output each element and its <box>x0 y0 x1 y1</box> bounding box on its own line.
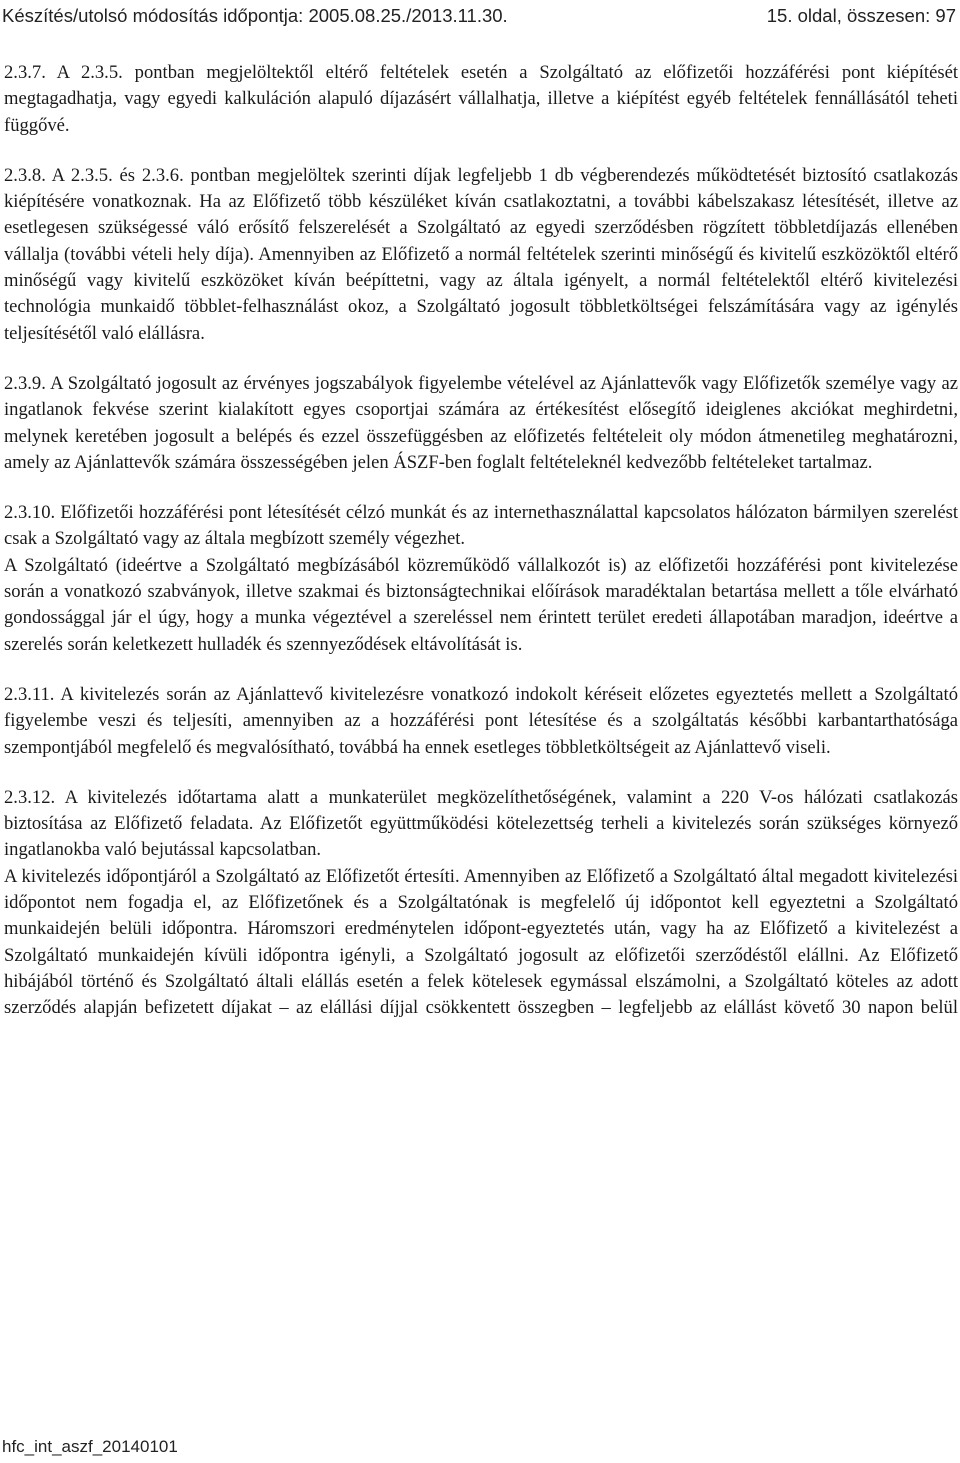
header-modification-date: Készítés/utolsó módosítás időpontja: 2005.08.25./2013.11.30. <box>2 5 508 26</box>
document-body <box>4 60 958 1022</box>
paragraph-2-3-8: 2.3.8. A 2.3.5. és 2.3.6. pontban megjelöltek szerinti díjak legfeljebb 1 db végberendezés működtetését biztosító csatlakozás kiépítésére vonatkoznak. Ha az Előfizető több készüléket kíván csatlakoztatni, a további kábelszakasz létesítését, illetve az esetlegesen szükségessé váló erősítő felszerelését a Szolgáltató az egyedi szerződésben rögzített többletdíjazás ellenében vállalja (további vételi hely díja). Amennyiben az Előfizető a normál feltételek szerinti minőségű és kivitelű eszközöktől eltérő minőségű vagy kivitelű eszközöket kíván beépíttetni, vagy az általa igényelt, a normál feltételektől eltérő kivitelezési technológia munkaidő többlet-felhasználást okoz, a Szolgáltató jogosult többletköltségei felszámítására vagy az igénylés teljesítésétől való elállásra. <box>4 164 958 344</box>
paragraph-2-3-9: 2.3.9. A Szolgáltató jogosult az érvényes jogszabályok figyelembe vételével az Ajánlattevők vagy Előfizetők személye vagy az ingatlanok fekvése szerint kialakított egyes csoportjai számára az értékesítést elősegítő ideiglenes akciókat meghirdetni, melynek keretében jogosult a belépés és ezzel összefüggésben az előfizetés feltételeit oly módon átmenetileg meghatározni, amely az Ajánlattevők számára összességében jelen ÁSZF-ben foglalt feltételeknél kedvezőbb feltételeket tartalmaz. <box>4 372 958 473</box>
page-header <box>2 5 956 29</box>
page-footer: hfc_int_aszf_20140101 <box>2 1437 178 1456</box>
paragraph-2-3-11: 2.3.11. A kivitelezés során az Ajánlattevő kivitelezésre vonatkozó indokolt kéréseit előzetes egyeztetés mellett a Szolgáltató figyelembe veszi és teljesíti, amennyiben az a hozzáférési pont létesítése és a szolgáltatás későbbi karbantarthatósága szempontjából megfelelő és megvalósítható, továbbá ha ennek esetleges többletköltségeit az Ajánlattevő viseli. <box>4 683 958 758</box>
paragraph-2-3-12-continued: A kivitelezés időpontjáról a Szolgáltató az Előfizetőt értesíti. Amennyiben az Előfizető a Szolgáltató által megadott kivitelezési időpontot nem fogadja el, az Előfizetőnek és a Szolgáltatónak is megfelelő új időpontot kell egyeztetni a Szolgáltató munkaidején belüli időpontra. Háromszori eredménytelen időpont-egyeztetés után, vagy ha az Előfizető a kivitelezést a Szolgáltató munkaidején kívüli időpontra igényli, a Szolgáltató jogosult az előfizetői szerződéstől elállni. Az Előfizető hibájából történő és Szolgáltató általi elállás esetén a felek kötelesek egymással elszámolni, a Szolgáltató köteles az adott szerződés alapján befizetett díjakat – az elállási díjjal csökkentett összegben – legfeljebb az elállást követő 30 napon belül <box>4 865 958 1019</box>
paragraph-2-3-7: 2.3.7. A 2.3.5. pontban megjelöltektől eltérő feltételek esetén a Szolgáltató az előfizetői hozzáférési pont kiépítését megtagadhatja, vagy egyedi kalkuláción alapuló díjazásért vállalhatja, illetve a kiépítést egyéb feltételek fennállásától teheti függővé. <box>4 62 958 136</box>
header-page-number: 15. oldal, összesen: 97 <box>766 5 956 26</box>
paragraph-2-3-12: 2.3.12. A kivitelezés időtartama alatt a munkaterület megközelíthetőségének, valamint a 220 V-os hálózati csatlakozás biztosítása az Előfizető feladata. Az Előfizetőt együttműködési kötelezettség terheli a kivitelezés során szükséges környező ingatlanokba való bejutással kapcsolatban. <box>4 786 958 861</box>
paragraph-2-3-10: 2.3.10. Előfizetői hozzáférési pont létesítését célzó munkát és az internethasználattal kapcsolatos hálózaton bármilyen szerelést csak a Szolgáltató vagy az általa megbízott személy végezhet. <box>4 502 958 550</box>
paragraph-2-3-10-continued: A Szolgáltató (ideértve a Szolgáltató megbízásából közreműködő vállalkozót is) az előfizetői hozzáférési pont kivitelezése során a vonatkozó szabványok, illetve szakmai és biztonságtechnikai előírások maradéktalan betartása mellett a tőle elvárható gondossággal jár el úgy, hogy a munka végeztével a szereléssel nem érintett terület eredeti állapotában maradjon, ideértve a szerelés során keletkezett hulladék és szennyeződések eltávolítását is. <box>4 554 958 655</box>
